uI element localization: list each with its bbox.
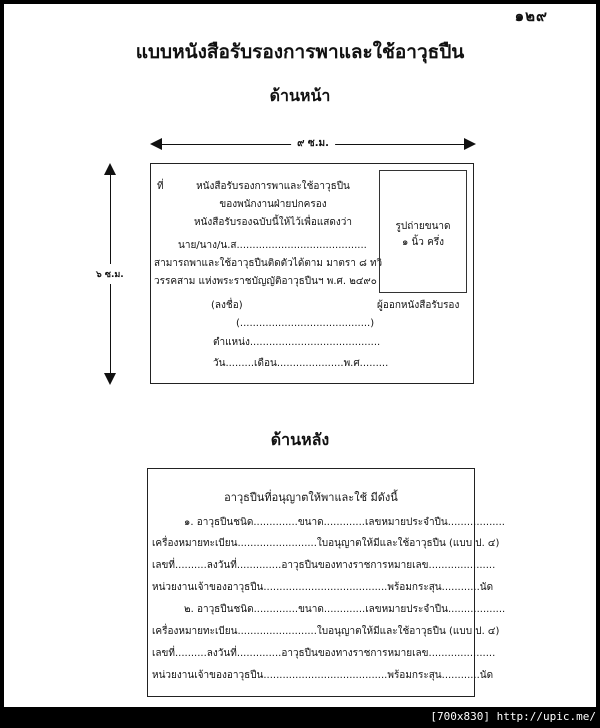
document-title: แบบหนังสือรับรองการพาและใช้อาวุธปืน <box>135 41 465 63</box>
item-2-registration-line: เครื่องหมายทะเบียน.........................ใบอนุญาตให้มีและใช้อาวุธปืน (แบบ ป. ๔) <box>152 626 500 637</box>
arrow-down-icon <box>104 373 116 385</box>
watermark-text: [700x830] http://upic.me/ <box>430 710 596 723</box>
arrow-left-icon <box>150 138 162 150</box>
width-dimension-arrow <box>150 138 476 150</box>
card-header-line-1: หนังสือรับรองการพาและใช้อาวุธปืน <box>196 181 350 192</box>
item-1-registration-line: เครื่องหมายทะเบียน.........................ใบอนุญาตให้มีและใช้อาวุธปืน (แบบ ป. ๔) <box>152 538 500 549</box>
photo-size-value: ๑ นิ้ว ครึ่ง <box>401 237 445 248</box>
height-dimension-arrow <box>96 163 124 385</box>
front-card <box>150 163 474 384</box>
item-2-type-line: ๒. อาวุธปืนชนิด..............ขนาด.............เลขหมายประจำปืน.................. <box>184 604 506 615</box>
signature-name-field: (.........................................) <box>236 318 375 329</box>
item-2-number-line: เลขที่..........ลงวันที่..............อาวุธปืนของทางราชการหมายเลข..................... <box>152 648 496 659</box>
card-header-line-2: ของพนักงานฝ่ายปกครอง <box>219 199 327 210</box>
height-label: ๖ ซ.ม. <box>96 264 124 284</box>
law-line-2: วรรคสาม แห่งพระราชบัญญัติอาวุธปืนฯ พ.ศ. ๒๔๙๐ <box>154 276 377 287</box>
issuer-label: ผู้ออกหนังสือรับรอง <box>377 300 460 311</box>
item-2-owner-line: หน่วยงานเจ้าของอาวุธปืน.......................................พร้อมกระสุน............นัด <box>152 670 494 681</box>
date-field: วัน.........เดือน.....................พ.ศ......... <box>213 358 389 369</box>
width-label: ๙ ซ.ม. <box>291 136 335 151</box>
front-side-heading: ด้านหน้า <box>269 86 331 105</box>
item-1-number-line: เลขที่..........ลงวันที่..............อาวุธปืนของทางราชการหมายเลข..................... <box>152 560 496 571</box>
law-line-1: สามารถพาและใช้อาวุธปืนติดตัวได้ตาม มาตรา ๘ ทวิ <box>154 258 383 269</box>
permitted-firearms-intro: อาวุธปืนที่อนุญาตให้พาและใช้ มีดังนี้ <box>224 491 398 504</box>
name-field: นาย/นาง/น.ส......................................... <box>178 240 367 251</box>
item-1-owner-line: หน่วยงานเจ้าของอาวุธปืน.......................................พร้อมกระสุน............นัด <box>152 582 494 593</box>
page-number: ๑๒๙ <box>514 7 548 25</box>
signature-label: (ลงชื่อ) <box>211 300 243 311</box>
photo-size-label: รูปถ่ายขนาด <box>395 221 451 232</box>
photo-placeholder <box>379 170 467 293</box>
position-field: ตำแหน่ง......................................... <box>213 337 381 348</box>
item-1-type-line: ๑. อาวุธปืนชนิด..............ขนาด.............เลขหมายประจำปืน.................. <box>184 517 505 528</box>
back-side-heading: ด้านหลัง <box>270 430 330 449</box>
back-card <box>147 468 506 697</box>
arrow-right-icon <box>464 138 476 150</box>
arrow-up-icon <box>104 163 116 175</box>
document-no-label: ที่ <box>157 181 164 192</box>
card-header-line-3: หนังสือรับรองฉบับนี้ให้ไว้เพื่อแสดงว่า <box>193 217 353 228</box>
